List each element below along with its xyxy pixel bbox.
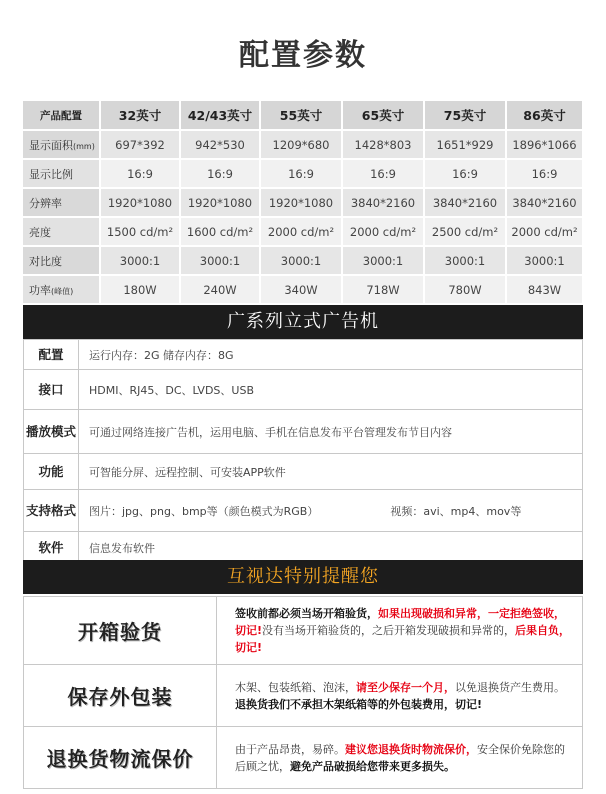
reminder-label: 保存外包装 (24, 665, 217, 727)
spec-cell: 3000:1 (100, 246, 180, 275)
spec-cell: 16:9 (424, 159, 506, 188)
info-label: 接口 (24, 370, 79, 410)
info-value (79, 490, 583, 532)
spec-cell: 2500 cd/m² (424, 217, 506, 246)
spec-header-cell: 产品配置 (23, 101, 100, 130)
spec-cell: 3840*2160 (506, 188, 583, 217)
info-row-config (24, 340, 583, 370)
spec-row-label: 显示面积(mm) (23, 130, 100, 159)
spec-cell: 1920*1080 (180, 188, 260, 217)
reminder-row-insure (24, 727, 583, 789)
info-value: 运行内存：2G 储存内存：8G (79, 340, 583, 370)
spec-cell: 697*392 (100, 130, 180, 159)
info-label: 功能 (24, 454, 79, 490)
spec-cell: 1428*803 (342, 130, 424, 159)
info-row-interface (24, 370, 583, 410)
spec-table (23, 101, 584, 305)
spec-row-label: 亮度 (23, 217, 100, 246)
spec-cell: 1920*1080 (100, 188, 180, 217)
reminder-table (23, 596, 583, 789)
spec-header-cell: 86英寸 (506, 101, 583, 130)
info-label: 支持格式 (24, 490, 79, 532)
spec-cell: 3840*2160 (342, 188, 424, 217)
spec-cell: 3000:1 (180, 246, 260, 275)
info-label: 软件 (24, 532, 79, 564)
spec-cell: 1500 cd/m² (100, 217, 180, 246)
info-table (23, 339, 583, 564)
reminder-label: 退换货物流保价 (24, 727, 217, 789)
info-value: HDMI、RJ45、DC、LVDS、USB (79, 370, 583, 410)
spec-header-cell: 55英寸 (260, 101, 342, 130)
spec-row-label: 对比度 (23, 246, 100, 275)
spec-header-cell: 42/43英寸 (180, 101, 260, 130)
product-banner: 广系列立式广告机 (23, 305, 583, 339)
spec-header-cell: 32英寸 (100, 101, 180, 130)
spec-cell: 1651*929 (424, 130, 506, 159)
spec-cell: 180W (100, 275, 180, 304)
reminder-text: 木架、包装纸箱、泡沫，请至少保存一个月，以免退换货产生费用。退换货我们不承担木架纸箱等的外包装费用，切记! (217, 665, 583, 727)
info-row-format (24, 490, 583, 532)
info-value: 可智能分屏、远程控制、可安装APP软件 (79, 454, 583, 490)
spec-cell: 3840*2160 (424, 188, 506, 217)
format-video: 视频：avi、mp4、mov等 (390, 504, 522, 518)
format-image: 图片：jpg、png、bmp等（颜色模式为RGB） (89, 504, 319, 518)
spec-header-cell: 75英寸 (424, 101, 506, 130)
spec-cell: 1896*1066 (506, 130, 583, 159)
spec-cell: 16:9 (100, 159, 180, 188)
reminder-text: 签收前都必须当场开箱验货，如果出现破损和异常，一定拒绝签收，切记!没有当场开箱验货的，之后开箱发现破损和异常的，后果自负，切记! (217, 597, 583, 665)
reminder-row-inspect (24, 597, 583, 665)
spec-row-display-area (23, 130, 583, 159)
spec-cell: 1600 cd/m² (180, 217, 260, 246)
spec-row-label: 显示比例 (23, 159, 100, 188)
spec-cell: 340W (260, 275, 342, 304)
spec-cell: 16:9 (506, 159, 583, 188)
spec-cell: 1209*680 (260, 130, 342, 159)
spec-row-power (23, 275, 583, 304)
page-title: 配置参数 (239, 38, 367, 73)
spec-cell: 1920*1080 (260, 188, 342, 217)
spec-cell: 3000:1 (424, 246, 506, 275)
spec-cell: 3000:1 (260, 246, 342, 275)
spec-cell: 718W (342, 275, 424, 304)
info-value: 信息发布软件 (79, 532, 583, 564)
spec-row-aspect-ratio (23, 159, 583, 188)
spec-header-cell: 65英寸 (342, 101, 424, 130)
spec-cell: 2000 cd/m² (260, 217, 342, 246)
spec-cell: 16:9 (260, 159, 342, 188)
spec-row-brightness (23, 217, 583, 246)
spec-cell: 2000 cd/m² (506, 217, 583, 246)
reminder-label: 开箱验货 (24, 597, 217, 665)
info-row-software (24, 532, 583, 564)
spec-cell: 16:9 (342, 159, 424, 188)
spec-cell: 3000:1 (506, 246, 583, 275)
spec-cell: 2000 cd/m² (342, 217, 424, 246)
spec-row-label: 功率(峰值) (23, 275, 100, 304)
info-label: 配置 (24, 340, 79, 370)
reminder-row-package (24, 665, 583, 727)
spec-header-row (23, 101, 583, 130)
spec-cell: 3000:1 (342, 246, 424, 275)
spec-cell: 942*530 (180, 130, 260, 159)
spec-cell: 16:9 (180, 159, 260, 188)
reminder-banner: 互视达特别提醒您 (23, 560, 583, 594)
spec-row-resolution (23, 188, 583, 217)
info-row-play-mode (24, 410, 583, 454)
info-row-function (24, 454, 583, 490)
info-label: 播放模式 (24, 410, 79, 454)
spec-row-label: 分辨率 (23, 188, 100, 217)
spec-cell: 780W (424, 275, 506, 304)
info-value: 可通过网络连接广告机，运用电脑、手机在信息发布平台管理发布节目内容 (79, 410, 583, 454)
spec-row-contrast (23, 246, 583, 275)
spec-cell: 240W (180, 275, 260, 304)
reminder-text: 由于产品昂贵，易碎。建议您退换货时物流保价，安全保价免除您的后顾之忧，避免产品破损给您带来更多损失。 (217, 727, 583, 789)
spec-cell: 843W (506, 275, 583, 304)
